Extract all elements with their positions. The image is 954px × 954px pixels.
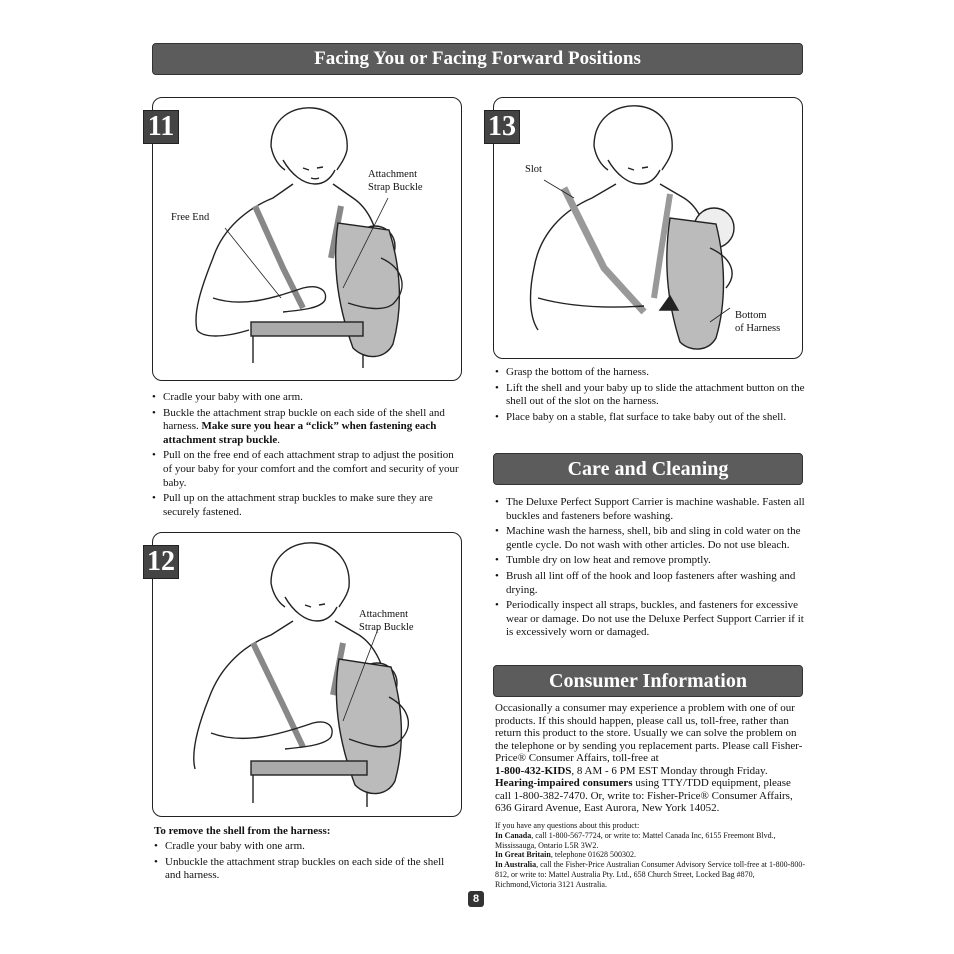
list-item: • Grasp the bottom of the harness. [495,366,807,380]
list-item: • The Deluxe Perfect Support Carrier is machine washable. Fasten all buckles and fasteners before washing. [495,496,809,523]
list-item: • Machine wash the harness, shell, bib and sling in cold water on the gentle cycle. Do not wash with other articles. Do not use bleach. [495,525,809,552]
international-contacts: If you have any questions about this product: In Canada, call 1-800-567-7724, or write to: Mattel Canada Inc, 6155 Freemont Blvd., Mississauga, Ontario L5R 3W2. In Great Britain, telephone 01628 500302. In Australia, call the Fisher-Price Australian Consumer Advisory Service toll-free at 1-800-800-812, or write to: Mattel Australia Pty. Ltd., 658 Church Street, Locked Bag #870, Richmond,Victoria 3121 Australia. [495,821,806,889]
callout-attachment-strap-buckle: Attachment Strap Buckle [368,169,423,193]
step-11-panel [147,97,462,381]
list-item: • Unbuckle the attachment strap buckles on each side of the shell and harness. [154,856,456,883]
step-12-panel [147,532,462,817]
callout-slot: Slot [525,164,542,175]
callout-bottom-of-harness: Bottom of Harness [735,310,781,334]
step-11-instructions [152,391,464,521]
list-item: • Periodically inspect all straps, buckles, and fasteners for excessive wear or damage. Do not use the Deluxe Perfect Support Carrier if it is excessively worn or damaged. [495,599,809,640]
phone-number: 1-800-432-KIDS [495,764,572,777]
list-item: • Place baby on a stable, flat surface to take baby out of the shell. [495,411,807,425]
consumer-info-paragraph: Occasionally a consumer may experience a problem with one of our products. If this should happen, please call us, toll-free, rather than return this product to the store. Usually we can solve the problem on the telephone or by sending you replacement parts. Please call Fisher-Price® Consumer Affairs, toll-free at 1-800-432-KIDS, 8 AM - 6 PM EST Monday through Friday. [495,702,803,777]
step-11-number: 11 [143,110,179,144]
carrier-illustration-11 [153,98,460,379]
step-12-instructions [154,840,456,885]
list-item: • Pull on the free end of each attachment strap to adjust the position of your baby for your comfort and the comfort and security of your baby. [152,449,464,490]
care-cleaning-title: Care and Cleaning [567,457,729,480]
list-item: • Buckle the attachment strap buckle on each side of the shell and harness. Make sure you hear a “click” when fastening each attachment strap buckle. [152,407,464,448]
remove-shell-heading: To remove the shell from the harness: [154,825,331,837]
page-number: 8 [468,891,484,907]
care-cleaning-banner [493,453,803,485]
click-warning: Make sure you hear a “click” when fastening each attachment strap buckle [163,420,437,446]
hearing-impaired-paragraph: Hearing-impaired consumers using TTY/TDD equipment, please call 1-800-382-7470. Or, write to: Fisher-Price® Consumer Affairs, 636 Girard Avenue, East Aurora, New York 14052. [495,777,793,814]
list-item: • Cradle your baby with one arm. [154,840,456,854]
step-12-number: 12 [143,545,179,579]
care-cleaning-list [495,496,809,642]
list-item: • Brush all lint off of the hook and loop fasteners after washing and drying. [495,570,809,597]
step-13-number: 13 [484,110,520,144]
carrier-illustration-12 [153,533,460,815]
page-title-banner [152,43,803,75]
consumer-info-banner [493,665,803,697]
list-item: • Tumble dry on low heat and remove promptly. [495,554,809,568]
list-item: • Lift the shell and your baby up to slide the attachment button on the shell out of the slot on the harness. [495,382,807,409]
step-13-instructions [495,366,807,426]
callout-free-end: Free End [171,212,210,223]
step-13-panel [488,97,803,359]
list-item: • Pull up on the attachment strap buckles to make sure they are securely fastened. [152,492,464,519]
page-title: Facing You or Facing Forward Positions [314,48,641,69]
consumer-info-title: Consumer Information [549,669,747,692]
callout-attachment-strap-buckle: Attachment Strap Buckle [359,609,414,633]
list-item: • Cradle your baby with one arm. [152,391,464,405]
